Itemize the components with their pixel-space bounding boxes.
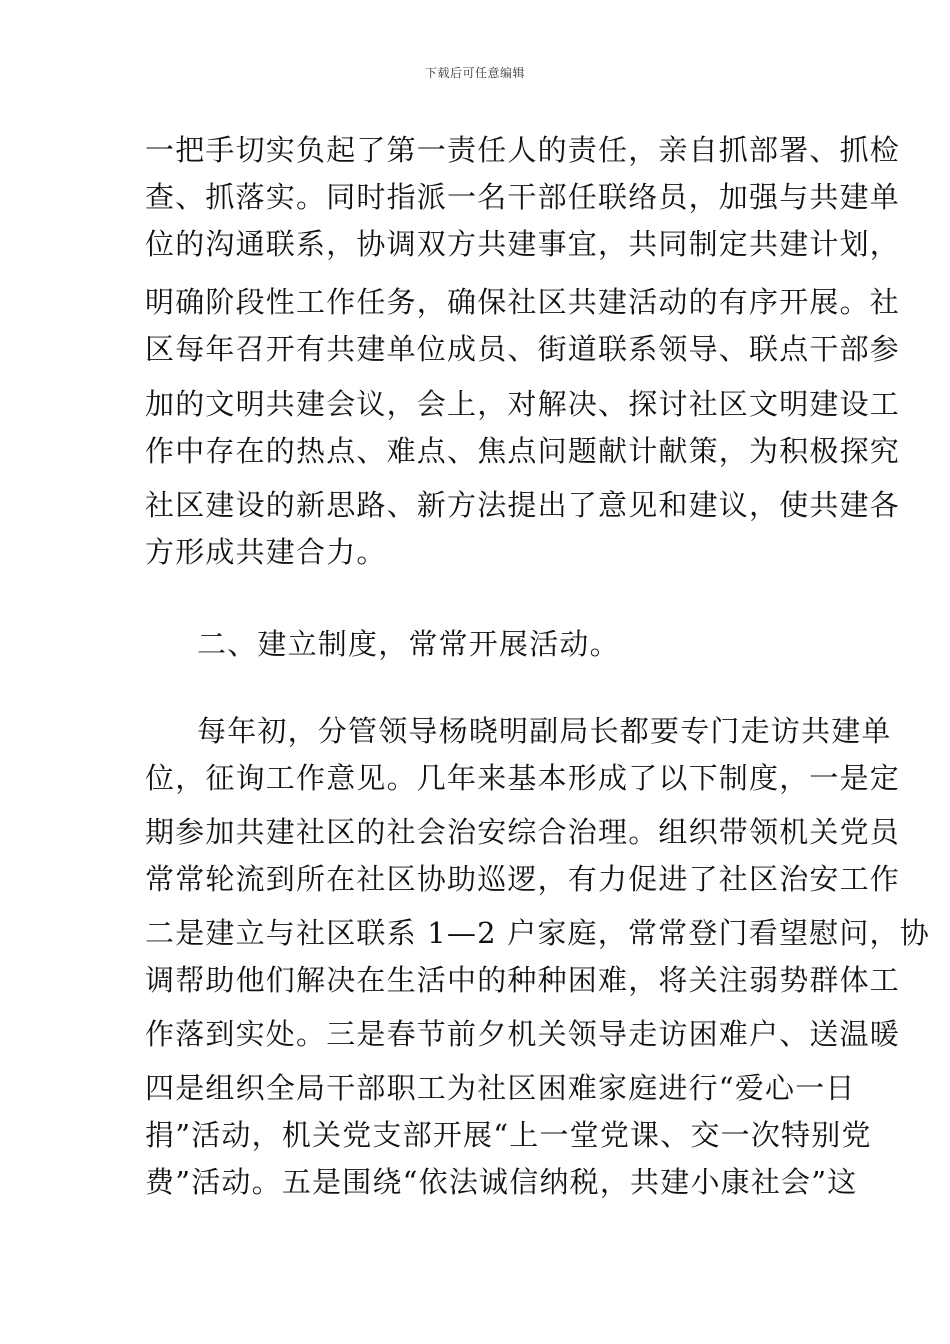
text-line: 期参加共建社区的社会治安综合治理。组织带领机关党员 bbox=[145, 815, 901, 849]
text-line: 常常轮流到所在社区协助巡逻，有力促进了社区治安工作 bbox=[145, 862, 901, 896]
text-line: 区每年召开有共建单位成员、街道联系领导、联点干部参 bbox=[145, 332, 901, 366]
text-line: 作落到实处。三是春节前夕机关领导走访困难户、送温暖 bbox=[145, 1017, 901, 1051]
text-line: 费”活动。五是围绕“依法诚信纳税，共建小康社会”这 bbox=[145, 1165, 858, 1199]
text-line: 查、抓落实。同时指派一名干部任联络员，加强与共建单 bbox=[145, 180, 901, 214]
text-line: 二是建立与社区联系 1—2 户家庭，常常登门看望慰问，协 bbox=[145, 916, 930, 950]
text-line: 每年初，分管领导杨晓明副局长都要专门走访共建单 bbox=[197, 714, 892, 748]
text-line: 方形成共建合力。 bbox=[145, 535, 387, 569]
text-line: 社区建设的新思路、新方法提出了意见和建议，使共建各 bbox=[145, 488, 901, 522]
text-line: 四是组织全局干部职工为社区困难家庭进行“爱心一日 bbox=[145, 1071, 856, 1105]
text-line: 明确阶段性工作任务，确保社区共建活动的有序开展。社 bbox=[145, 285, 901, 319]
text-line: 调帮助他们解决在生活中的种种困难，将关注弱势群体工 bbox=[145, 963, 901, 997]
page-header: 下载后可任意编辑 bbox=[424, 66, 525, 80]
text-line: 加的文明共建会议，会上，对解决、探讨社区文明建设工 bbox=[145, 387, 901, 421]
text-line: 位的沟通联系，协调双方共建事宜，共同制定共建计划， bbox=[145, 227, 901, 261]
text-line: 捐”活动，机关党支部开展“上一堂党课、交一次特别党 bbox=[145, 1118, 872, 1152]
section-heading: 二、建立制度，常常开展活动。 bbox=[197, 627, 620, 661]
text-line: 一把手切实负起了第一责任人的责任，亲自抓部署、抓检 bbox=[145, 133, 901, 167]
text-line: 作中存在的热点、难点、焦点问题献计献策，为积极探究 bbox=[145, 434, 901, 468]
text-line: 位，征询工作意见。几年来基本形成了以下制度，一是定 bbox=[145, 761, 901, 795]
